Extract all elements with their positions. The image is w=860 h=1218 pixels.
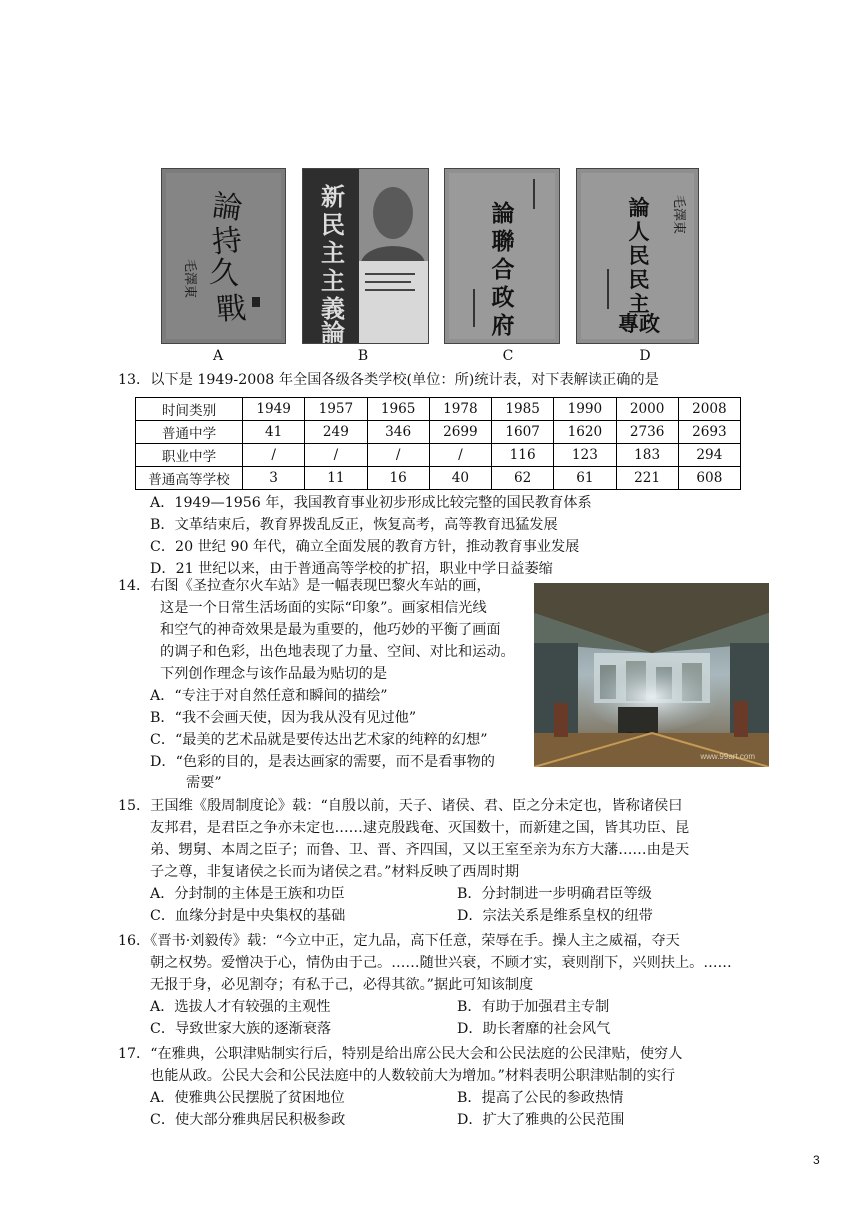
q17-line: 17．“在雅典，公职津贴制实行后，特别是给出席公民大会和公民法庭的公民津贴，使穷人 — [118, 1046, 683, 1062]
table-cell: 346 — [367, 421, 429, 444]
svg-text:聯: 聯 — [491, 228, 515, 255]
table-cell: 608 — [678, 467, 740, 490]
table-cell: / — [429, 444, 491, 467]
q14-line: 的调子和色彩，出色地表现了力量、空间、对比和运动。 — [160, 644, 515, 660]
q16-line: 朝之权势。爱憎决于心，情伪由于己。……随世兴衰，不顾才实，衰则削下，兴则扶上。…… — [150, 955, 732, 971]
q15-line: 子之尊，非复诸侯之长而为诸侯之君。”材料反映了西周时期 — [150, 864, 520, 880]
q14-option-a: A．“专注于对自然任意和瞬间的描绘” — [150, 688, 388, 704]
table-cell: 职业中学 — [136, 444, 243, 467]
q14-line: 这是一个日常生活场面的实际“印象”。画家相信光线 — [160, 600, 487, 616]
q16-line: 16．《晋书·刘毅传》载：“今立中正，定九品，高下任意，荣辱在手。操人主之威福，夺天 — [118, 933, 680, 949]
table-cell: 1965 — [367, 398, 429, 421]
q14-line: 下列创作理念与该作品最为贴切的是 — [160, 666, 388, 682]
cover-label-b: B — [357, 348, 369, 364]
cover-d-image — [576, 168, 699, 344]
q14-line: 14．右图《圣拉查尔火车站》是一幅表现巴黎火车站的画， — [118, 578, 491, 594]
table-cell: 249 — [305, 421, 367, 444]
svg-text:民: 民 — [628, 243, 650, 268]
table-cell: 普通高等学校 — [136, 467, 243, 490]
table-cell: 61 — [554, 467, 616, 490]
q14-option-d: D．“色彩的目的，是表达画家的需要，而不是看事物的 — [150, 754, 495, 770]
cover-b-image — [302, 168, 429, 344]
table-row — [136, 444, 741, 467]
q15-option-b: B．分封制进一步明确君臣等级 — [457, 886, 652, 902]
q16-option-d: D．助长奢靡的社会风气 — [457, 1021, 611, 1037]
table-cell: / — [243, 444, 305, 467]
q15-line: 15．王国维《殷周制度论》载：“自殷以前，天子、诸侯、君、臣之分未定也，皆称诸侯曰 — [118, 798, 683, 814]
table-cell: 1949 — [243, 398, 305, 421]
table-cell: 221 — [616, 467, 678, 490]
q13-option-a: A．1949—1956 年，我国教育事业初步形成比较完整的国民教育体系 — [150, 495, 592, 511]
svg-text:論: 論 — [491, 200, 515, 227]
q17-option-c: C．使大部分雅典居民积极参政 — [150, 1112, 346, 1128]
svg-text:久: 久 — [208, 254, 242, 293]
svg-text:義: 義 — [321, 295, 345, 323]
q13-option-b: B．文革结束后，教育界拨乱反正，恢复高考，高等教育迅猛发展 — [150, 517, 558, 533]
q15-line: 友邦君，是君臣之争亦未定也……逮克殷践奄、灭国数十，而新建之国，皆其功臣、昆 — [150, 820, 690, 836]
q14-option-b: B．“我不会画天使，因为我从没有见过他” — [150, 710, 417, 726]
table-cell: 2736 — [616, 421, 678, 444]
cover-label-d: D — [639, 348, 651, 364]
table-cell: 时间类别 — [136, 398, 243, 421]
q16-option-c: C．导致世家大族的逐渐衰落 — [150, 1021, 332, 1037]
q16-option-a: A．选拔人才有较强的主观性 — [150, 999, 331, 1015]
q16-line: 无报于身，必见割夺；有私于己，必得其欲。”据此可知该制度 — [150, 977, 534, 993]
svg-text:毛澤東: 毛澤東 — [182, 259, 197, 299]
table-cell: 普通中学 — [136, 421, 243, 444]
svg-text:主: 主 — [628, 291, 650, 316]
q13-stem: 13．以下是 1949-2008 年全国各级各类学校(单位：所)统计表，对下表解读正确的是 — [118, 372, 659, 388]
svg-text:論: 論 — [628, 195, 650, 220]
table-cell: / — [305, 444, 367, 467]
table-cell: 1957 — [305, 398, 367, 421]
table-cell: 183 — [616, 444, 678, 467]
svg-text:主: 主 — [321, 239, 345, 267]
table-cell: 1990 — [554, 398, 616, 421]
svg-text:毛澤東: 毛澤東 — [671, 195, 686, 235]
table-cell: 40 — [429, 467, 491, 490]
table-cell: 16 — [367, 467, 429, 490]
table-cell: 123 — [554, 444, 616, 467]
q17-option-a: A．使雅典公民摆脱了贫困地位 — [150, 1090, 345, 1106]
q13-option-c: C．20 世纪 90 年代，确立全面发展的教育方针，推动教育事业发展 — [150, 539, 580, 555]
saint-lazare-painting — [534, 583, 769, 767]
table-cell: / — [367, 444, 429, 467]
table-cell: 2693 — [678, 421, 740, 444]
table-header-row — [136, 398, 741, 421]
svg-text:合: 合 — [491, 256, 515, 283]
svg-text:府: 府 — [491, 312, 515, 339]
table-cell: 3 — [243, 467, 305, 490]
q15-line: 弟、甥舅、本周之臣子；而鲁、卫、晋、齐四国，又以王室至亲为东方大藩……由是天 — [150, 842, 690, 858]
cover-label-c: C — [502, 348, 514, 364]
table-row — [136, 467, 741, 490]
q15-option-c: C．血缘分封是中央集权的基础 — [150, 908, 346, 924]
q17-line: 也能从政。公民大会和公民法庭中的人数较前大为增加。”材料表明公职津贴制的实行 — [150, 1068, 676, 1084]
svg-text:論: 論 — [210, 188, 245, 228]
table-cell: 2699 — [429, 421, 491, 444]
painting-watermark: www.99art.com — [700, 752, 755, 761]
cover-a-image — [161, 168, 286, 344]
svg-text:戰: 戰 — [215, 291, 248, 329]
table-cell: 2008 — [678, 398, 740, 421]
svg-text:人: 人 — [628, 219, 650, 244]
svg-text:民: 民 — [321, 211, 345, 239]
q17-option-d: D．扩大了雅典的公民范围 — [457, 1112, 625, 1128]
svg-text:政: 政 — [491, 284, 515, 311]
q13-option-d: D．21 世纪以来，由于普通高等学校的扩招，职业中学日益萎缩 — [150, 561, 553, 577]
svg-text:新: 新 — [321, 183, 345, 211]
svg-text:民: 民 — [628, 267, 650, 292]
q15-option-a: A．分封制的主体是王族和功臣 — [150, 886, 345, 902]
q16-option-b: B．有助于加强君主专制 — [457, 999, 610, 1015]
table-cell: 1985 — [492, 398, 554, 421]
q14-option-d-cont: 需要” — [186, 775, 222, 791]
table-cell: 11 — [305, 467, 367, 490]
table-cell: 116 — [492, 444, 554, 467]
cover-c-image — [444, 168, 560, 344]
svg-text:專政: 專政 — [618, 311, 660, 336]
table-cell: 41 — [243, 421, 305, 444]
table-cell: 1978 — [429, 398, 491, 421]
school-stats-table — [135, 397, 741, 490]
table-cell: 1607 — [492, 421, 554, 444]
q14-option-c: C．“最美的艺术品就是要传达出艺术家的纯粹的幻想” — [150, 732, 488, 748]
q14-line: 和空气的神奇效果是最为重要的，他巧妙的平衡了画面 — [160, 622, 501, 638]
table-cell: 62 — [492, 467, 554, 490]
table-cell: 1620 — [554, 421, 616, 444]
table-row — [136, 421, 741, 444]
q17-option-b: B．提高了公民的参政热情 — [457, 1090, 624, 1106]
svg-text:論: 論 — [321, 319, 345, 343]
svg-text:主: 主 — [321, 267, 345, 295]
table-cell: 2000 — [616, 398, 678, 421]
page-number: 3 — [813, 1153, 820, 1167]
table-cell: 294 — [678, 444, 740, 467]
cover-label-a: A — [212, 348, 224, 364]
svg-text:持: 持 — [210, 222, 244, 261]
q15-option-d: D．宗法关系是维系皇权的纽带 — [457, 908, 653, 924]
